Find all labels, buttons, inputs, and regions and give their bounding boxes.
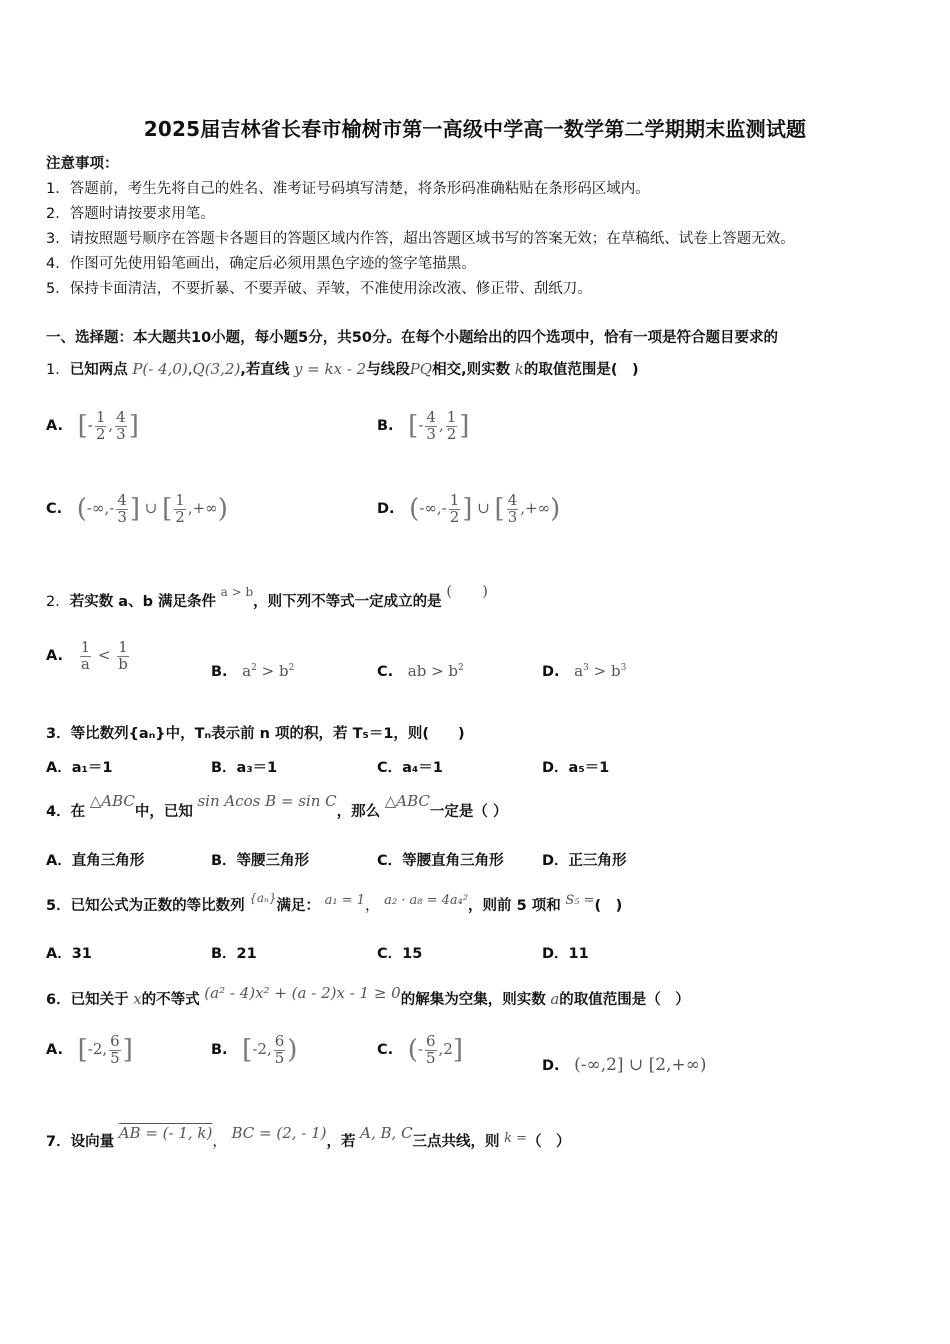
option-c[interactable]: C．a₄＝1 <box>377 760 443 776</box>
option-expression: $a^3 > b^3$ <box>574 662 627 680</box>
option-label: D. <box>377 501 395 518</box>
answer-paren: ( ) <box>446 582 488 600</box>
option-d[interactable] <box>377 493 560 526</box>
separator: , <box>187 362 193 378</box>
question-text: ( ) <box>594 898 623 914</box>
math-point-q: Q(3,2) <box>192 360 241 378</box>
option-expression: $a^2 > b^2$ <box>242 662 295 680</box>
math-line-equation: y = kx - 2 <box>293 360 367 378</box>
question-text: 的取值范围是( ) <box>523 362 639 378</box>
question-text: （ ） <box>527 1134 571 1150</box>
option-b[interactable]: B．a₃＝1 <box>211 760 278 776</box>
math-variable: a <box>550 990 560 1008</box>
question-text: 7．设向量 <box>46 1134 115 1150</box>
option-interval: [-2, $\frac{6}{5}$ ] <box>77 1032 133 1067</box>
option-c[interactable] <box>377 1034 463 1067</box>
notice-item: 5．保持卡面清洁，不要折暴、不要弄破、弄皱，不准使用涂改液、修正带、刮纸刀。 <box>46 281 592 297</box>
question-text: ，若 <box>326 1134 356 1150</box>
option-a[interactable] <box>46 640 131 673</box>
question-5 <box>46 891 623 915</box>
question-number: 1． <box>46 362 70 378</box>
option-a[interactable]: A．直角三角形 <box>46 853 145 869</box>
option-label: A. <box>46 648 63 665</box>
option-label: C. <box>377 664 394 680</box>
option-a[interactable] <box>46 1034 133 1067</box>
option-label: A. <box>46 1042 63 1059</box>
option-d[interactable]: D．11 <box>542 946 589 962</box>
question-text: 6．已知关于 <box>46 992 129 1008</box>
option-b[interactable] <box>211 1034 297 1067</box>
question-text: 4．在 <box>46 804 86 820</box>
option-interval: [-2, $\frac{6}{5}$ ) <box>242 1032 298 1067</box>
question-text: 的不等式 <box>141 992 200 1008</box>
option-c[interactable]: C．15 <box>377 946 423 962</box>
option-b[interactable]: B．等腰三角形 <box>211 853 310 869</box>
option-d[interactable]: D．正三角形 <box>542 853 627 869</box>
question-text: 已知两点 <box>69 362 128 378</box>
question-7 <box>46 1124 571 1151</box>
question-3: 3．等比数列{aₙ}中，Tₙ表示前 n 项的积，若 T₅＝1，则( ) <box>46 726 465 742</box>
question-text: 相交,则实数 <box>432 362 511 378</box>
option-b[interactable]: B．21 <box>211 946 257 962</box>
math-vector: AB = (- 1, k) <box>118 1124 213 1142</box>
math-triangle: △ABC <box>89 792 135 810</box>
question-text: ，那么 <box>336 804 381 820</box>
math-segment: PQ <box>409 360 433 378</box>
option-label: B. <box>211 1042 228 1059</box>
page-title: 2025届吉林省长春市榆树市第一高级中学高一数学第二学期期末监测试题 <box>143 117 807 141</box>
notice-item: 1．答题前，考生先将自己的姓名、准考证号码填写清楚，将条形码准确粘贴在条形码区域内。 <box>46 181 650 197</box>
notice-item: 3．请按照题号顺序在答题卡各题目的答题区域内作答，超出答题区域书写的答案无效；在草稿纸、试卷上答题无效。 <box>46 231 795 247</box>
option-d[interactable]: D．a₅＝1 <box>542 760 610 776</box>
option-c[interactable] <box>377 662 464 680</box>
option-b[interactable] <box>211 662 294 680</box>
option-label: D. <box>542 664 560 680</box>
question-6 <box>46 984 690 1009</box>
option-label: D. <box>542 1058 560 1074</box>
math-variable: x <box>133 990 142 1008</box>
option-d[interactable] <box>542 662 626 680</box>
question-text: 5．已知公式为正数的等比数列 <box>46 898 245 914</box>
math-equation: sin Acos B = sin C <box>197 792 337 810</box>
question-number: 2． <box>46 594 70 610</box>
option-c[interactable]: C．等腰直角三角形 <box>377 853 504 869</box>
option-expression: ab > $b^2$ <box>407 662 464 680</box>
question-4 <box>46 792 508 821</box>
math-k: k = <box>504 1131 528 1146</box>
question-2 <box>46 582 488 611</box>
option-b[interactable] <box>377 410 469 443</box>
notice-item: 4．作图可先使用铅笔画出，确定后必须用黑色字迹的签字笔描黑。 <box>46 256 476 272</box>
option-interval: (- $\frac{6}{5}$ ,2] <box>407 1032 464 1067</box>
math-k: k <box>514 360 524 378</box>
question-text: 与线段 <box>366 362 410 378</box>
math-sequence: {aₙ} <box>249 891 277 905</box>
question-text: 的解集为空集，则实数 <box>400 992 546 1008</box>
math-equation: a₂ · a₈ = 4a₄² <box>384 893 469 908</box>
question-text: ，则下列不等式一定成立的是 <box>253 594 442 610</box>
separator: ， <box>212 1134 227 1150</box>
math-points: A, B, C <box>360 1124 413 1142</box>
option-interval: (-∞,2] ∪ [2,+∞) <box>574 1055 707 1075</box>
option-label: C. <box>46 501 63 518</box>
math-triangle: △ABC <box>384 792 430 810</box>
notice-item: 2．答题时请按要求用笔。 <box>46 206 215 222</box>
option-label: B. <box>211 664 228 680</box>
question-text: 的取值范围是（ ） <box>559 992 690 1008</box>
option-expression: $\frac{1}{a}$ < $\frac{1}{b}$ <box>80 638 128 673</box>
option-label: B. <box>377 418 394 435</box>
question-text: 中，已知 <box>134 804 193 820</box>
question-text: 若实数 a、b 满足条件 <box>69 594 216 610</box>
math-vector: BC = (2, - 1) <box>231 1124 327 1142</box>
math-equation: a₁ = 1 <box>324 893 365 908</box>
question-text: 三点共线，则 <box>412 1134 500 1150</box>
option-a[interactable] <box>46 410 139 443</box>
option-label: C. <box>377 1042 394 1059</box>
option-label: A. <box>46 418 63 435</box>
question-text: ，则前 5 项和 <box>468 898 561 914</box>
question-text: 满足： <box>276 898 320 914</box>
option-interval: (-∞,- $\frac{4}{3}$ ] ∪ [ $\frac{1}{2}$ ,+∞) <box>76 491 228 526</box>
separator: ， <box>365 898 380 914</box>
option-a[interactable]: A．31 <box>46 946 92 962</box>
option-interval: [- $\frac{4}{3}$ , $\frac{1}{2}$ ] <box>408 408 470 443</box>
section-heading: 一、选择题：本大题共10小题，每小题5分，共50分。在每个小题给出的四个选项中，恰有一项是符合题目要求的 <box>46 330 778 346</box>
option-interval: [- $\frac{1}{2}$ , $\frac{4}{3}$ ] <box>77 408 139 443</box>
notice-heading: 注意事项： <box>46 156 119 172</box>
option-a[interactable]: A．a₁＝1 <box>46 760 113 776</box>
question-1 <box>46 358 639 379</box>
math-sum: S₅ = <box>565 893 595 908</box>
option-d[interactable] <box>542 1055 707 1075</box>
question-text: 一定是（ ） <box>429 804 508 820</box>
math-inequality: (a² - 4)x² + (a - 2)x - 1 ≥ 0 <box>204 984 401 1002</box>
math-point-p: P(- 4,0) <box>132 360 188 378</box>
option-interval: (-∞,- $\frac{1}{2}$ ] ∪ [ $\frac{4}{3}$ ,+∞) <box>409 491 561 526</box>
option-c[interactable] <box>46 493 228 526</box>
math-condition: a > b <box>220 585 254 599</box>
question-text: ,若直线 <box>240 362 290 378</box>
